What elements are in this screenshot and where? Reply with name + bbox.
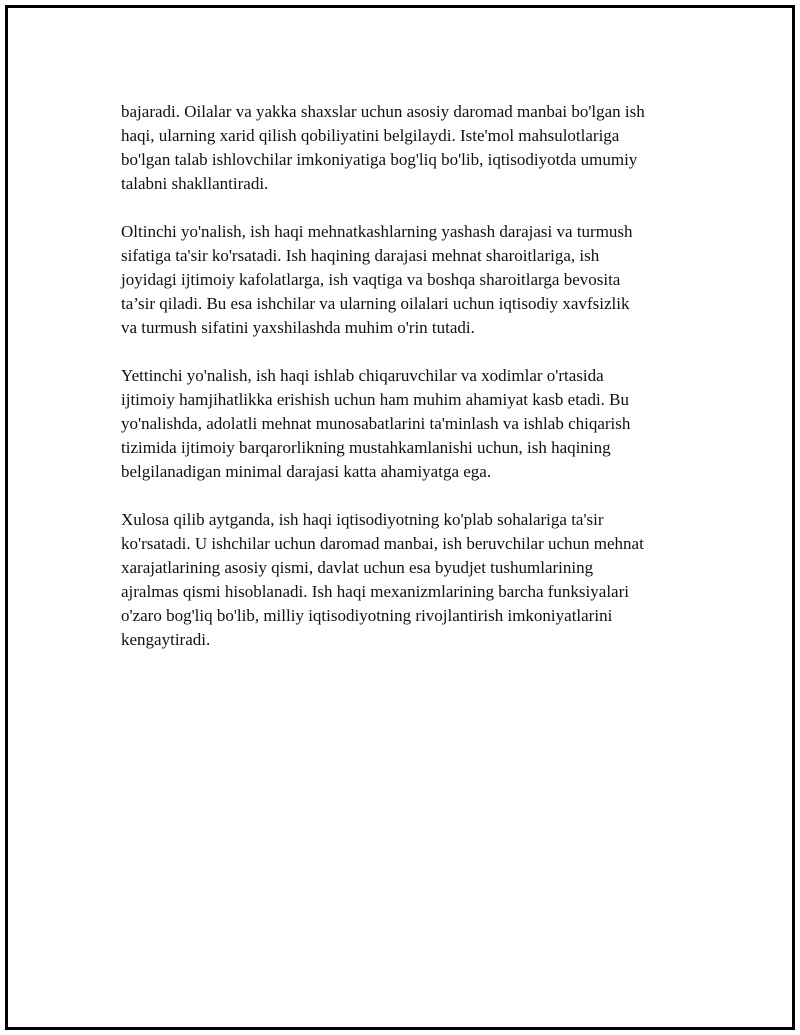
paragraph-3: Yettinchi yo'nalish, ish haqi ishlab chiqaruvchilar va xodimlar o'rtasida ijtimoiy hamjihatlikka erishish uchun ham muhim ahamiyat kasb etadi. Bu yo'nalishda, adolatli mehnat munosabatlarini ta'minlash va ishlab chiqarish tizimida ijtimoiy barqarorlikning mustahkamlanishi uchun, ish haqining belgilanadigan minimal darajasi katta ahamiyatga ega.	[121, 366, 631, 481]
document-body	[121, 100, 711, 676]
paragraph-1: bajaradi. Oilalar va yakka shaxslar uchun asosiy daromad manbai bo'lgan ish haqi, ularning xarid qilish qobiliyatini belgilaydi. Iste'mol mahsulotlariga bo'lgan talab ishlovchilar imkoniyatiga bog'liq bo'lib, iqtisodiyotda umumiy talabni shakllantiradi.	[121, 102, 645, 193]
paragraph-4: Xulosa qilib aytganda, ish haqi iqtisodiyotning ko'plab sohalariga ta'sir ko'rsatadi. U ishchilar uchun daromad manbai, ish beruvchilar uchun mehnat xarajatlarining asosiy qismi, davlat uchun esa byudjet tushumlarining ajralmas qismi hisoblanadi. Ish haqi mexanizmlarining barcha funksiyalari o'zaro bog'liq bo'lib, milliy iqtisodiyotning rivojlantirish imkoniyatlarini kengaytiradi.	[121, 510, 644, 649]
paragraph-2: Oltinchi yo'nalish, ish haqi mehnatkashlarning yashash darajasi va turmush sifatiga ta'sir ko'rsatadi. Ish haqining darajasi mehnat sharoitlariga, ish joyidagi ijtimoiy kafolatlarga, ish vaqtiga va boshqa sharoitlarga bevosita ta’sir qiladi. Bu esa ishchilar va ularning oilalari uchun iqtisodiy xavfsizlik va turmush sifatini yaxshilashda muhim o'rin tutadi.	[121, 222, 633, 337]
page-frame	[5, 5, 795, 1030]
